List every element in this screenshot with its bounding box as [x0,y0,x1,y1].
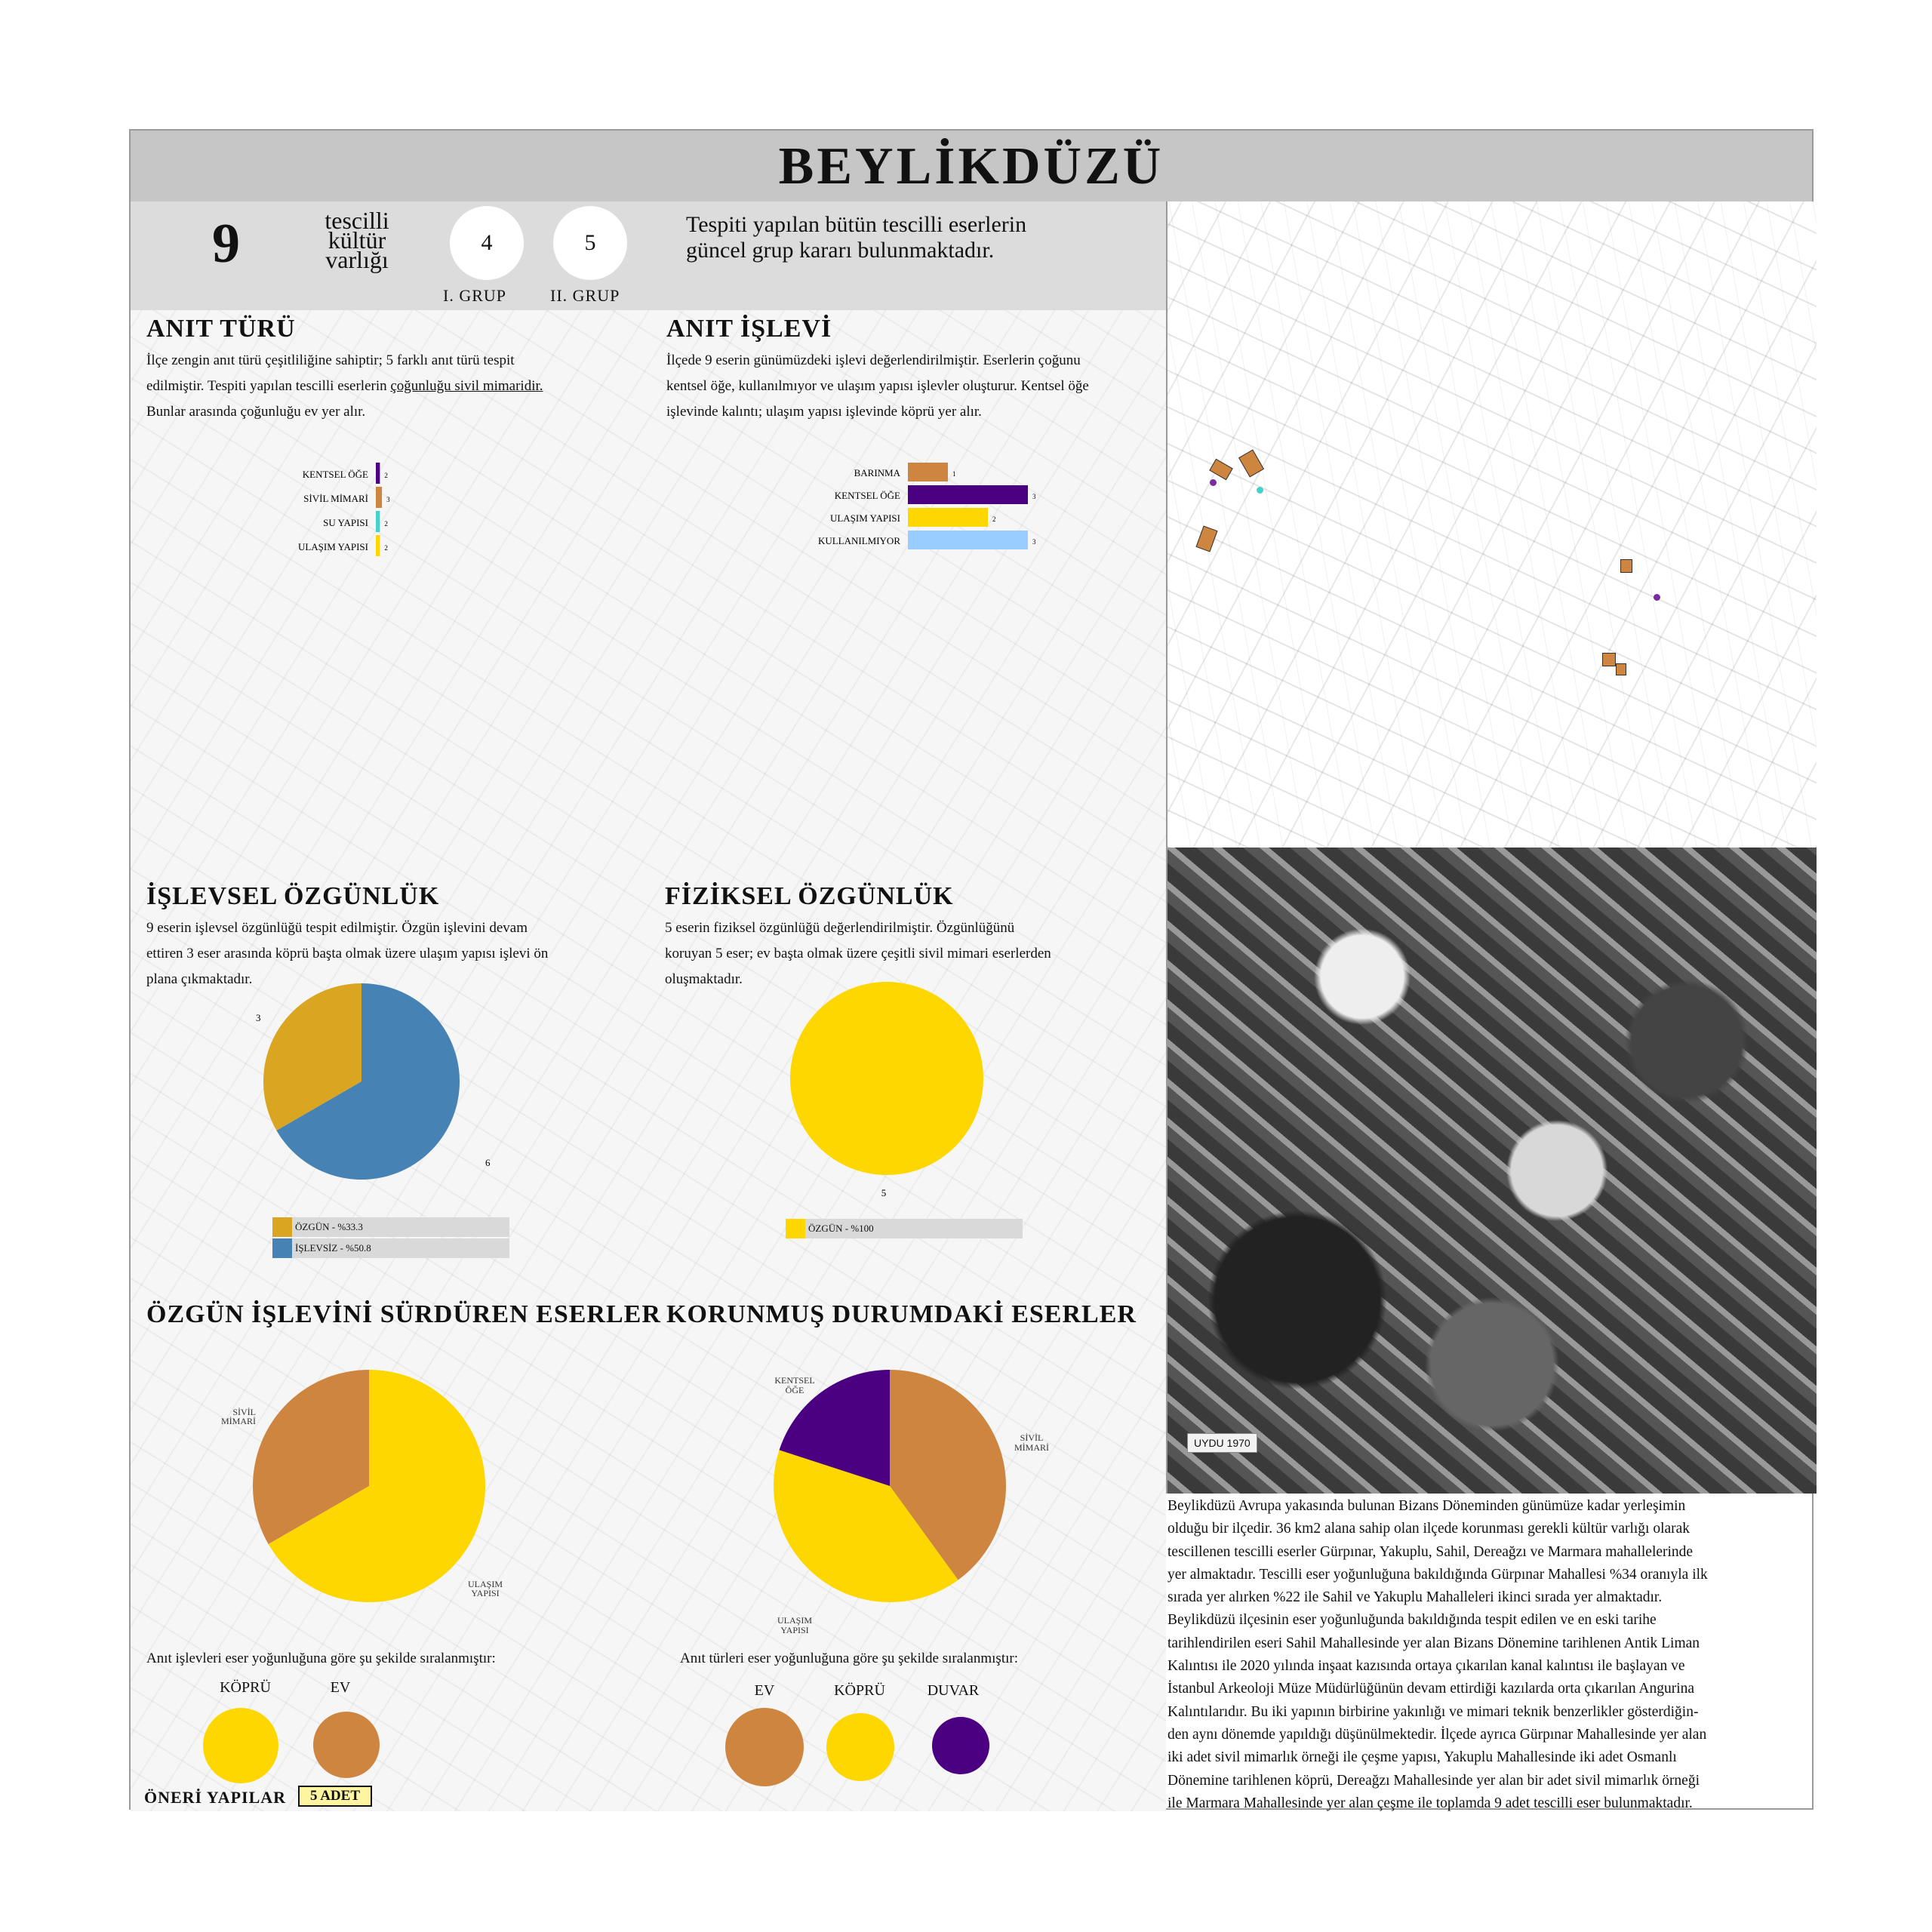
bar-value-label: 2 [384,472,388,480]
text-line: 9 eserin işlevsel özgünlüğü tespit edilmiştir. Özgün işlevini devam [146,920,528,936]
pie-label: MİMARİ [1014,1442,1050,1453]
anit-islevi-text [666,348,1089,425]
site-plan-map [1166,202,1817,848]
ozgun-islev-pie-chart [220,1368,546,1617]
anit-islevi-title: ANIT İŞLEVİ [666,315,832,343]
anit-turu-text [146,348,543,425]
map-marker-sivil [1209,459,1233,481]
oneri-badge: 5 ADET [298,1786,372,1807]
description-line: Dönemine tarihlenen köprü, Dereağzı Mahallesinde yer alan bir adet sivil mimarlık örneği [1168,1772,1700,1789]
map-marker-kentsel [1654,594,1660,601]
legend-label: ÖZGÜN - %33.3 [295,1221,363,1232]
description-line: iki adet sivil mimarlık örneği ile çeşme yapısı, Yakuplu Mahallesinde iki adet Osmanlı [1168,1749,1677,1766]
bar-value-label: 1 [952,470,956,478]
korunmus-title: KORUNMUŞ DURUMDAKİ ESERLER [666,1300,1137,1328]
legend-item [786,1219,1023,1238]
rank-label: KÖPRÜ [220,1679,271,1696]
bar-value-label: 3 [386,496,390,504]
bar [908,485,1028,504]
text-part: edilmiştir. Tespiti yapılan tescilli eserlerin [146,378,391,394]
description-line: Beylikdüzü Avrupa yakasında bulunan Bizans Döneminden günümüze kadar yerleşimin [1168,1498,1686,1514]
ozgun-islev-note: Anıt işlevleri eser yoğunluğuna göre şu şekilde sıralanmıştır: [146,1651,496,1666]
fiziksel-title: FİZİKSEL ÖZGÜNLÜK [665,882,954,910]
bar-category-label: KULLANILMIYOR [817,535,900,546]
bar-value-label: 3 [1032,538,1036,546]
group-note [686,212,1026,263]
rank-label: KÖPRÜ [834,1682,885,1699]
legend-swatch [272,1217,292,1237]
group1-count: 4 [450,206,524,280]
description-line: sırada yer alırken %22 ile Sahil ve Yakuplu Mahalleleri ikinci sırada yer almaktadır. [1168,1589,1663,1606]
description-line: Kalıntılarıdır. Bu iki yapının birbirine yakınlığı ve mimari teknik benzerlikler gösterdiğin- [1168,1703,1699,1720]
oneri-label: ÖNERİ YAPILAR [144,1788,287,1807]
rank-label: DUVAR [927,1682,980,1699]
text-line: koruyan 5 eser; ev başta olmak üzere çeşitli sivil mimari eserlerden [665,946,1051,961]
text-line: ettiren 3 eser arasında köprü başta olmak üzere ulaşım yapısı işlevi ön [146,946,549,961]
bar-category-label: SU YAPISI [323,517,368,529]
map-marker-sivil [1620,559,1632,573]
description-line: ile Marmara Mahallesinde yer alan çeşme ile toplamda 9 adet tescilli eser bulunmaktadır. [1168,1795,1693,1811]
bar-category-label: BARINMA [854,467,900,478]
bar [908,508,988,527]
description-line: Beylikdüzü ilçesinin eser yoğunluğunda bakıldığında tespit edilen ve en eski tarihe [1168,1612,1657,1629]
fiziksel-text [665,915,1051,992]
note-line: Tespiti yapılan bütün tescilli eserlerin [686,212,1027,237]
bar-category-label: KENTSEL ÖĞE [302,469,368,481]
bar [908,463,948,481]
rank-dot-kopru [826,1713,894,1781]
bar-value-label: 2 [992,515,996,523]
page-title: BEYLİKDÜZÜ [131,131,1812,202]
count-label-line: kültür [328,226,386,254]
bar-value-label: 2 [384,520,388,528]
map-marker-sivil [1602,653,1616,666]
anit-turu-title: ANIT TÜRÜ [146,315,296,343]
asset-count-label [304,207,410,273]
legend-swatch [272,1238,292,1258]
pie-value-label: 6 [485,1157,491,1168]
text-line: oluşmaktadır. [665,971,743,987]
legend-label: ÖZGÜN - %100 [808,1223,874,1234]
korunmus-note: Anıt türleri eser yoğunluğuna göre şu şekilde sıralanmıştır: [680,1651,1018,1666]
pie-label: SİVİL [232,1407,256,1417]
district-description [1168,1495,1810,1815]
rank-dot-kopru [203,1708,278,1783]
bar [376,463,380,484]
pie-label: YAPISI [780,1625,809,1635]
bar [376,511,380,532]
fiziksel-pie-chart [780,983,1006,1210]
anit-turu-bar-chart [274,463,500,553]
count-label-line: varlığı [325,246,389,273]
legend-swatch [786,1219,805,1238]
description-line: İstanbul Arkeoloji Müze Müdürlüğünün devam ettirdiği kazılarda orta çıkarılan Angurina [1168,1681,1695,1697]
bar [376,535,380,556]
description-line: Kalıntısı ile 2020 yılında inşaat kazısında ortaya çıkarılan kanal kalıntısı ile başlayan ve [1168,1658,1685,1675]
pie-slice [790,982,983,1175]
rank-label: EV [330,1679,351,1696]
group2-count: 5 [553,206,627,280]
pie-label: ULAŞIM [777,1615,813,1626]
map-marker-kentsel [1210,479,1217,486]
pie-label: YAPISI [471,1588,500,1598]
description-line: yer almaktadır. Tescilli eser yoğunluğuna bakıldığında Gürpınar Mahallesi %34 oranıyla ilk [1168,1566,1708,1583]
ozgun-islev-title: ÖZGÜN İŞLEVİNİ SÜRDÜREN ESERLER [146,1300,661,1328]
asset-count: 9 [212,213,240,275]
text-line: Bunlar arasında çoğunluğu ev yer alır. [146,404,366,420]
pie-value-label: 3 [256,1012,261,1023]
rank-label: EV [754,1682,775,1699]
description-line: tescillenen tescilli eserler Gürpınar, Yakuplu, Sahil, Dereağzı ve Marmara mahallelerinde [1168,1543,1694,1560]
bar-category-label: SİVİL MİMARİ [303,493,368,505]
note-line: güncel grup kararı bulunmaktadır. [686,238,995,263]
summary-bar [131,202,1166,310]
description-line: tarihlendirilen eseri Sahil Mahallesinde yer alan Bizans Dönemine tarihlenen Antik Liman [1168,1635,1700,1651]
map-marker-sivil [1616,663,1626,675]
bar-category-label: ULAŞIM YAPISI [829,512,900,524]
pie-label: ULAŞIM [467,1579,503,1589]
rank-dot-duvar [932,1717,989,1774]
group2-label: II. GRUP [550,286,620,305]
pie-value-label: 5 [881,1187,887,1198]
text-line: işlevinde kalıntı; ulaşım yapısı işlevinde köprü yer alır. [666,404,982,420]
pie-label: ÖĞE [785,1385,804,1395]
satellite-label: UYDU 1970 [1187,1433,1257,1453]
legend-item [272,1238,509,1258]
underlined-text: çoğunluğu sivil mimaridir. [390,378,543,394]
map-marker-sivil [1195,525,1217,552]
poster-frame [129,129,1814,1810]
pie-label: MİMARİ [220,1416,256,1426]
rank-dot-ev [725,1708,804,1786]
bar-category-label: KENTSEL ÖĞE [834,490,900,501]
islevsel-title: İŞLEVSEL ÖZGÜNLÜK [146,882,440,910]
bar-value-label: 3 [1032,493,1036,500]
text-line: kentsel öğe, kullanılmıyor ve ulaşım yapısı işlevler oluşturur. Kentsel öğe [666,378,1089,394]
pie-label: SİVİL [1020,1432,1044,1443]
rank-dot-ev [313,1712,380,1778]
text-line: İlçe zengin anıt türü çeşitliliğine sahiptir; 5 farklı anıt türü tespit [146,352,515,368]
islevsel-text [146,915,548,992]
legend-label: İŞLEVSİZ - %50.8 [295,1242,371,1254]
bar [908,531,1028,549]
bar [376,487,382,508]
bar-value-label: 2 [384,544,388,552]
map-marker-su [1257,487,1263,494]
anit-islevi-bar-chart [749,463,1036,553]
group1-label: I. GRUP [443,286,507,305]
legend-item [272,1217,509,1237]
count-label-line: tescilli [325,207,389,234]
text-line: İlçede 9 eserin günümüzdeki işlevi değerlendirilmiştir. Eserlerin çoğunu [666,352,1081,368]
text-line [146,374,543,399]
pie-label: KENTSEL [774,1375,815,1386]
bar-category-label: ULAŞIM YAPISI [297,541,368,553]
text-line: plana çıkmaktadır. [146,971,253,987]
description-line: den aynı dönemde yapıldığı düşünülmektedir. İlçede ayrıca Gürpınar Mahallesinde yer alan [1168,1726,1707,1743]
text-line: 5 eserin fiziksel özgünlüğü değerlendirilmiştir. Özgünlüğünü [665,920,1015,936]
korunmus-pie-chart [764,1368,1089,1635]
islevsel-pie-chart [256,983,515,1195]
satellite-image-1970 [1166,848,1817,1494]
description-line: olduğu bir ilçedir. 36 km2 alana sahip olan ilçede korunması gerekli kültür varlığı olarak [1168,1521,1690,1537]
map-marker-sivil [1238,450,1264,478]
